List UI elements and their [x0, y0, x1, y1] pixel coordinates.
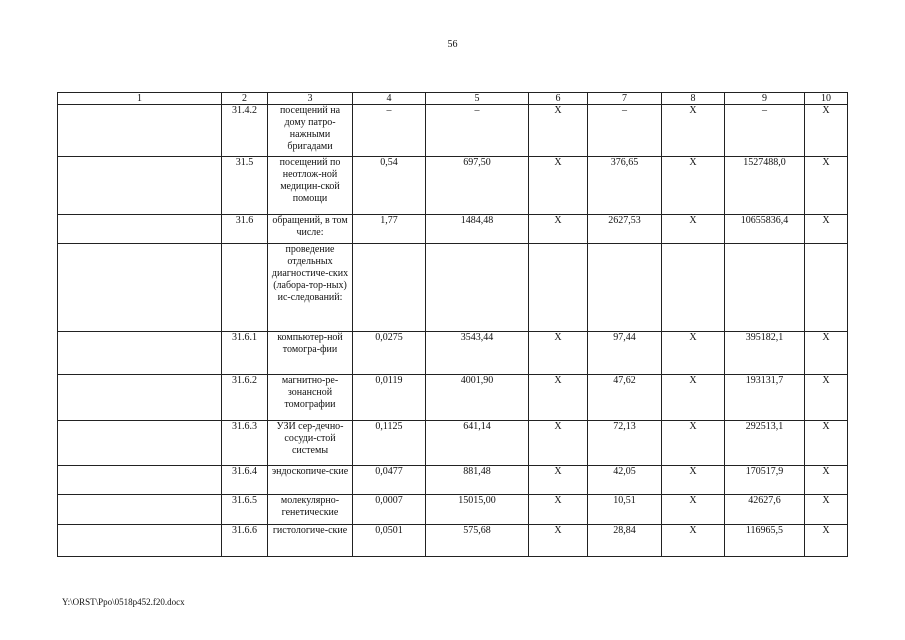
table-cell-col-6: Х — [529, 495, 588, 525]
table-cell-col-10: Х — [805, 466, 848, 495]
table-cell-col-3: эндоскопиче-ские — [268, 466, 353, 495]
table-row — [58, 495, 848, 525]
table-cell-col-9: 1527488,0 — [725, 157, 805, 215]
table-cell-col-7: 72,13 — [588, 421, 662, 466]
table-row — [58, 215, 848, 244]
table-cell-col-1 — [58, 157, 222, 215]
table-cell-col-6: Х — [529, 215, 588, 244]
table-cell-col-5: 4001,90 — [426, 375, 529, 421]
table-cell-col-7: – — [588, 105, 662, 157]
table-cell-col-4 — [353, 244, 426, 332]
table-cell-col-9: 193131,7 — [725, 375, 805, 421]
column-header: 2 — [222, 93, 268, 105]
table-cell-col-1 — [58, 495, 222, 525]
table-cell-col-3: молекулярно-генетические — [268, 495, 353, 525]
table-body — [58, 105, 848, 557]
table-cell-col-3: проведение отдельных диагностиче-ских (лабора-тор-ных) ис-следований: — [268, 244, 353, 332]
table-cell-col-4: 0,1125 — [353, 421, 426, 466]
table-cell-col-8: Х — [662, 157, 725, 215]
table-cell-col-7: 376,65 — [588, 157, 662, 215]
table-cell-col-5: – — [426, 105, 529, 157]
table-cell-col-9: 116965,5 — [725, 525, 805, 557]
table-cell-col-9: 42627,6 — [725, 495, 805, 525]
tariff-table — [57, 92, 848, 557]
table-cell-col-4: 0,0007 — [353, 495, 426, 525]
table-cell-col-10: Х — [805, 375, 848, 421]
table-cell-col-3: компьютер-ной томогра-фии — [268, 332, 353, 375]
column-header: 8 — [662, 93, 725, 105]
table-cell-col-1 — [58, 525, 222, 557]
table-cell-col-6: Х — [529, 421, 588, 466]
column-header: 9 — [725, 93, 805, 105]
table-cell-col-7: 42,05 — [588, 466, 662, 495]
table-cell-col-2: 31.6.2 — [222, 375, 268, 421]
table-cell-col-2: 31.6.5 — [222, 495, 268, 525]
table-cell-col-6: Х — [529, 375, 588, 421]
table-cell-col-8: Х — [662, 332, 725, 375]
table-cell-col-1 — [58, 332, 222, 375]
table-cell-col-4: 0,0501 — [353, 525, 426, 557]
table-row — [58, 375, 848, 421]
table-cell-col-4: 1,77 — [353, 215, 426, 244]
table-cell-col-9 — [725, 244, 805, 332]
table-cell-col-2: 31.6.6 — [222, 525, 268, 557]
table-cell-col-2: 31.6 — [222, 215, 268, 244]
table-cell-col-9: 10655836,4 — [725, 215, 805, 244]
table-cell-col-1 — [58, 421, 222, 466]
table-cell-col-4: 0,54 — [353, 157, 426, 215]
table-cell-col-5: 881,48 — [426, 466, 529, 495]
table-cell-col-10: Х — [805, 495, 848, 525]
table-cell-col-5: 3543,44 — [426, 332, 529, 375]
table-cell-col-1 — [58, 105, 222, 157]
table-cell-col-8: Х — [662, 466, 725, 495]
header-row — [58, 93, 848, 105]
table-row — [58, 466, 848, 495]
table-cell-col-5: 697,50 — [426, 157, 529, 215]
table-cell-col-2: 31.5 — [222, 157, 268, 215]
table-cell-col-6: Х — [529, 525, 588, 557]
table-cell-col-5 — [426, 244, 529, 332]
column-header: 5 — [426, 93, 529, 105]
table-cell-col-2: 31.6.3 — [222, 421, 268, 466]
table-cell-col-3: УЗИ сер-дечно-сосуди-стой системы — [268, 421, 353, 466]
table-cell-col-2: 31.4.2 — [222, 105, 268, 157]
table-cell-col-9: 395182,1 — [725, 332, 805, 375]
table-cell-col-6 — [529, 244, 588, 332]
table-cell-col-2: 31.6.1 — [222, 332, 268, 375]
table-cell-col-10: Х — [805, 332, 848, 375]
table-cell-col-3: гистологиче-ские — [268, 525, 353, 557]
table-cell-col-5: 575,68 — [426, 525, 529, 557]
table-cell-col-3: магнитно-ре-зонансной томографии — [268, 375, 353, 421]
column-header: 4 — [353, 93, 426, 105]
table-cell-col-10: Х — [805, 215, 848, 244]
table-cell-col-4: – — [353, 105, 426, 157]
table-cell-col-7: 10,51 — [588, 495, 662, 525]
table-cell-col-8: Х — [662, 525, 725, 557]
file-path-footer: Y:\ORST\Ppo\0518p452.f20.docx — [62, 597, 185, 607]
table-cell-col-4: 0,0477 — [353, 466, 426, 495]
column-header: 3 — [268, 93, 353, 105]
table-cell-col-1 — [58, 244, 222, 332]
column-header: 7 — [588, 93, 662, 105]
table-row — [58, 525, 848, 557]
table-cell-col-1 — [58, 215, 222, 244]
table-cell-col-2 — [222, 244, 268, 332]
table-cell-col-3: посещений по неотлож-ной медицин-ской помощи — [268, 157, 353, 215]
table-row — [58, 421, 848, 466]
table-cell-col-8 — [662, 244, 725, 332]
table-cell-col-7: 47,62 — [588, 375, 662, 421]
table-cell-col-6: Х — [529, 466, 588, 495]
table-cell-col-10: Х — [805, 157, 848, 215]
table-cell-col-7: 97,44 — [588, 332, 662, 375]
table-cell-col-5: 641,14 — [426, 421, 529, 466]
table-cell-col-8: Х — [662, 375, 725, 421]
table-cell-col-10: Х — [805, 525, 848, 557]
table-cell-col-1 — [58, 466, 222, 495]
table-cell-col-3: обращений, в том числе: — [268, 215, 353, 244]
table-cell-col-2: 31.6.4 — [222, 466, 268, 495]
table-cell-col-9: 170517,9 — [725, 466, 805, 495]
table-cell-col-8: Х — [662, 105, 725, 157]
table-cell-col-9: – — [725, 105, 805, 157]
table-cell-col-1 — [58, 375, 222, 421]
table-cell-col-3: посещений на дому патро-нажными бригадами — [268, 105, 353, 157]
table-row — [58, 105, 848, 157]
table-row — [58, 244, 848, 332]
table-cell-col-8: Х — [662, 421, 725, 466]
column-header: 6 — [529, 93, 588, 105]
column-header: 1 — [58, 93, 222, 105]
table-cell-col-8: Х — [662, 495, 725, 525]
table-cell-col-8: Х — [662, 215, 725, 244]
table-cell-col-4: 0,0275 — [353, 332, 426, 375]
page-number: 56 — [447, 39, 458, 50]
table-cell-col-5: 15015,00 — [426, 495, 529, 525]
table-cell-col-9: 292513,1 — [725, 421, 805, 466]
table-cell-col-7: 2627,53 — [588, 215, 662, 244]
table-row — [58, 157, 848, 215]
table-cell-col-6: Х — [529, 332, 588, 375]
table-cell-col-10 — [805, 244, 848, 332]
table-cell-col-6: Х — [529, 105, 588, 157]
table-cell-col-7 — [588, 244, 662, 332]
table-cell-col-4: 0,0119 — [353, 375, 426, 421]
table-cell-col-10: Х — [805, 421, 848, 466]
table-row — [58, 332, 848, 375]
column-header: 10 — [805, 93, 848, 105]
table-cell-col-10: Х — [805, 105, 848, 157]
table-cell-col-6: Х — [529, 157, 588, 215]
table-cell-col-7: 28,84 — [588, 525, 662, 557]
table-cell-col-5: 1484,48 — [426, 215, 529, 244]
